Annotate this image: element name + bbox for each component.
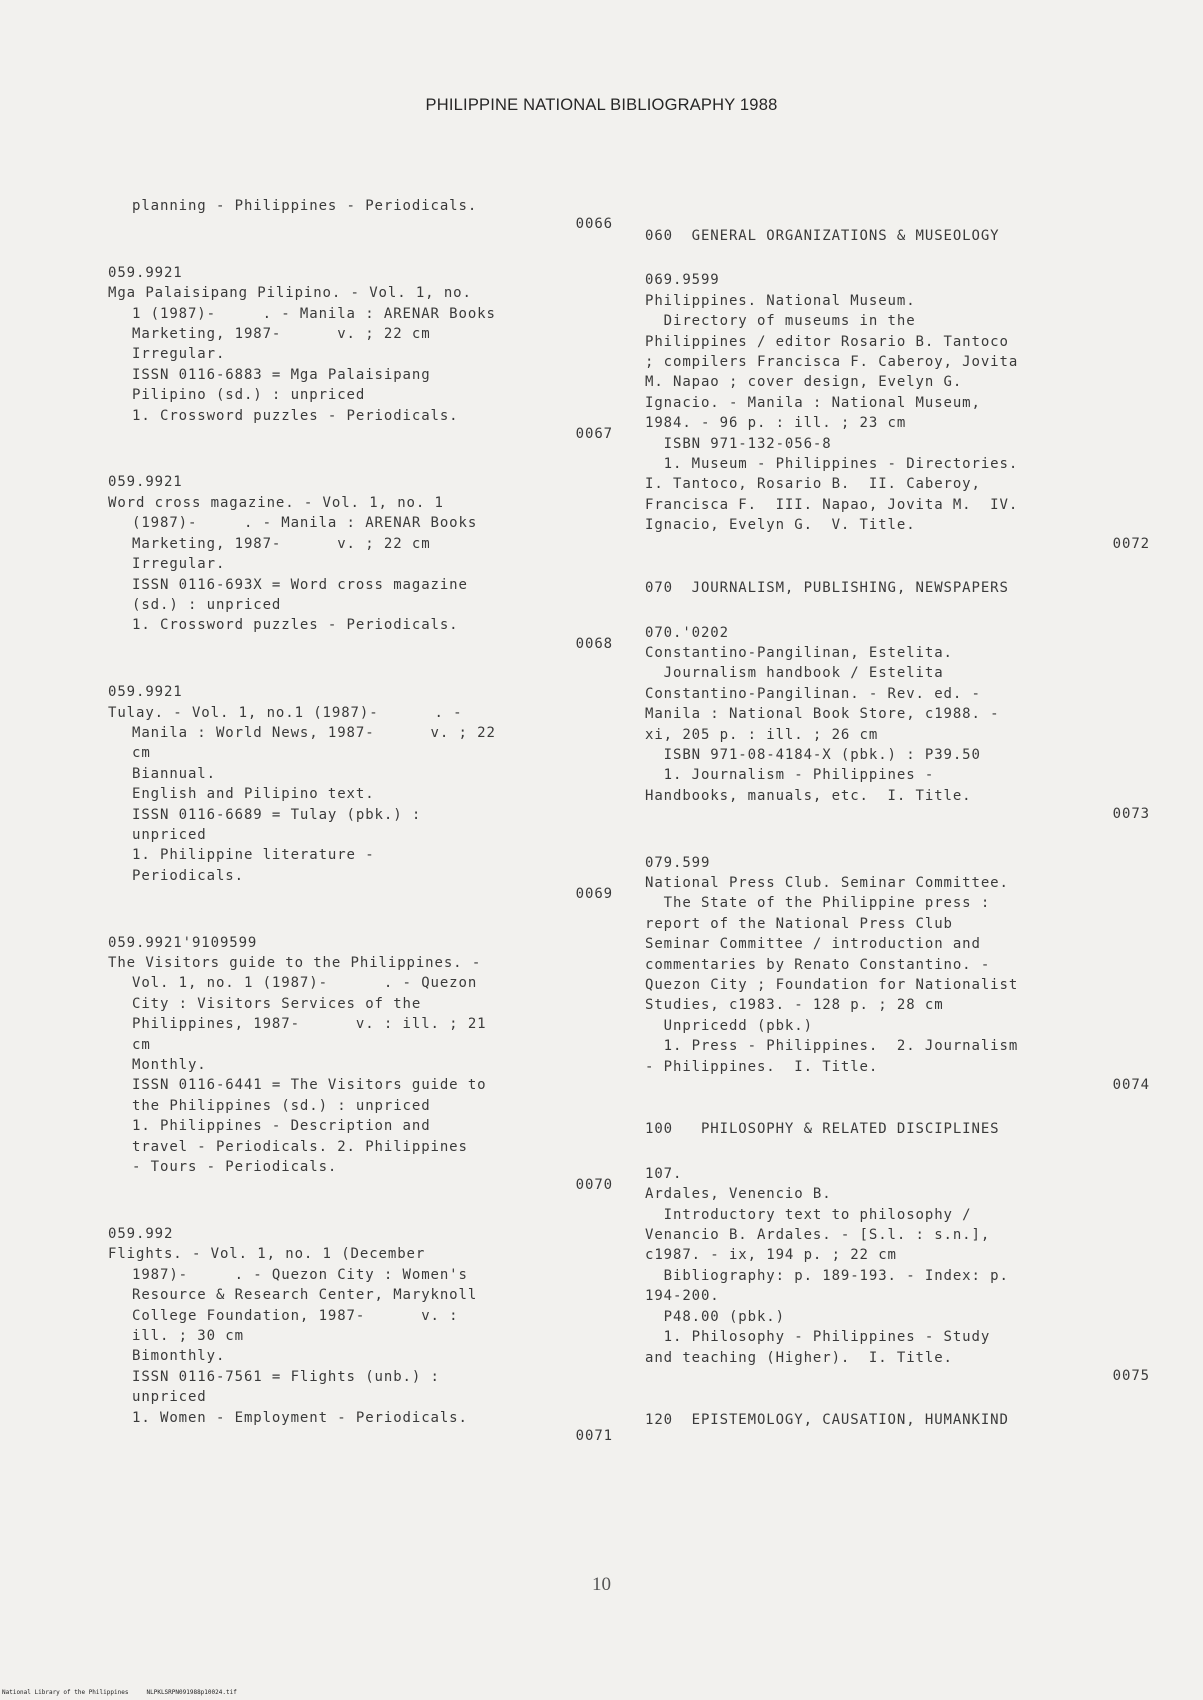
entry-line: report of the National Press Club <box>645 915 953 932</box>
bibliography-entry <box>108 472 613 654</box>
bibliography-entry <box>108 933 613 1196</box>
entry-line: ISSN 0116-6689 = Tulay (pbk.) : <box>132 806 422 823</box>
entry-line: the Philippines (sd.) : unpriced <box>132 1097 431 1114</box>
entry-line: ISSN 0116-693X = Word cross magazine <box>132 576 468 593</box>
entry-line: 1. Philosophy - Philippines - Study <box>645 1329 991 1346</box>
entry-number: 0074 <box>1112 1077 1150 1094</box>
entry-line: ISBN 971-132-056-8 <box>645 435 832 452</box>
entry-number: 0071 <box>575 1427 613 1444</box>
entry-line: Pilipino (sd.) : unpriced <box>132 387 366 404</box>
entry-line: 1. Journalism - Philippines - <box>645 767 935 784</box>
bibliography-entry <box>645 270 1150 554</box>
page-number: 10 <box>592 1574 611 1595</box>
entry-line: 1. Philippine literature - <box>132 847 375 864</box>
entry-line: P48.00 (pbk.) <box>645 1308 785 1325</box>
entry-line: Irregular. <box>132 346 226 363</box>
entry-number: 0069 <box>575 886 613 903</box>
entry-line: Bimonthly. <box>132 1348 226 1365</box>
entry-title-line: Mga Palaisipang Pilipino. - Vol. 1, no. <box>108 285 472 302</box>
entry-line: City : Visitors Services of the <box>132 995 422 1012</box>
entry-line: ISBN 971-08-4184-X (pbk.) : P39.50 <box>645 746 981 763</box>
entry-title-line: The Visitors guide to the Philippines. - <box>108 955 482 971</box>
entry-line: Bibliography: p. 189-193. - Index: p. <box>645 1267 1009 1284</box>
entry-line: Vol. 1, no. 1 (1987)- . - Quezon <box>132 975 478 992</box>
bibliography-entry <box>645 1164 1150 1386</box>
entry-line: (sd.) : unpriced <box>132 596 282 613</box>
section-heading: 060 GENERAL ORGANIZATIONS & MUSEOLOGY <box>645 228 1000 244</box>
continued-text: planning - Philippines - Periodicals. <box>132 198 478 214</box>
entry-line: 1. Press - Philippines. 2. Journalism <box>645 1038 1019 1055</box>
entry-number: 0073 <box>1112 806 1150 823</box>
section-heading: 120 EPISTEMOLOGY, CAUSATION, HUMANKIND <box>645 1412 1009 1429</box>
entry-number: 0070 <box>575 1177 613 1194</box>
entry-line: Ardales, Venencio B. <box>645 1186 832 1203</box>
entry-line: Constantino-Pangilinan. - Rev. ed. - <box>645 685 981 702</box>
entry-line: unpriced <box>132 1389 207 1406</box>
entry-line: English and Pilipino text. <box>132 786 375 803</box>
right-column <box>645 226 1150 1455</box>
entry-line: 1. Philippines - Description and <box>132 1118 431 1135</box>
entry-line: cm <box>132 1036 151 1053</box>
scan-footer-note: National Library of the Philippines NLPKLSRPN091988p10024.tif <box>2 1689 237 1696</box>
entry-line: College Foundation, 1987- v. : <box>132 1307 459 1324</box>
bibliography-entry <box>645 853 1150 1096</box>
entry-line: - Tours - Periodicals. <box>132 1159 338 1176</box>
entry-line: 1. Crossword puzzles - Periodicals. <box>132 407 459 424</box>
entry-line: Philippines, 1987- v. : ill. ; 21 <box>132 1016 487 1033</box>
entry-line: Marketing, 1987- v. ; 22 cm <box>132 326 431 343</box>
section-heading: 100 PHILOSOPHY & RELATED DISCIPLINES <box>645 1121 1000 1138</box>
entry-line: Monthly. <box>132 1057 207 1074</box>
class-number: 079.599 <box>645 854 711 871</box>
entry-line: Francisca F. III. Napao, Jovita M. IV. <box>645 496 1019 513</box>
entry-line: Constantino-Pangilinan, Estelita. <box>645 644 953 661</box>
left-column <box>108 196 613 1446</box>
entry-line: commentaries by Renato Constantino. - <box>645 956 991 973</box>
entry-title-line: Tulay. - Vol. 1, no.1 (1987)- . - <box>108 704 463 721</box>
entry-line: and teaching (Higher). I. Title. <box>645 1349 953 1366</box>
entry-line: Manila : National Book Store, c1988. - <box>645 706 1000 723</box>
entry-line: 194-200. <box>645 1288 720 1305</box>
entry-line: ; compilers Francisca F. Caberoy, Jovita <box>645 354 1019 371</box>
entry-line: 1984. - 96 p. : ill. ; 23 cm <box>645 415 907 432</box>
entry-line: The State of the Philippine press : <box>645 895 991 912</box>
entry-number: 0066 <box>575 216 613 233</box>
bibliography-entry <box>645 623 1150 825</box>
entry-line: Introductory text to philosophy / <box>645 1206 972 1223</box>
class-number: 069.9599 <box>645 272 720 289</box>
entry-line: ISSN 0116-7561 = Flights (unb.) : <box>132 1368 440 1385</box>
entry-line: ill. ; 30 cm <box>132 1327 244 1344</box>
entry-line: - Philippines. I. Title. <box>645 1058 879 1075</box>
entry-line: 1 (1987)- . - Manila : ARENAR Books <box>132 305 496 322</box>
entry-title-line: Word cross magazine. - Vol. 1, no. 1 <box>108 494 444 511</box>
entry-number: 0067 <box>575 426 613 443</box>
bibliography-entry <box>108 1224 613 1446</box>
class-number: 070.'0202 <box>645 624 729 641</box>
entry-line: ISSN 0116-6441 = The Visitors guide to <box>132 1077 487 1094</box>
entry-line: M. Napao ; cover design, Evelyn G. <box>645 374 963 391</box>
entry-number: 0068 <box>575 635 613 652</box>
entry-line: Seminar Committee / introduction and <box>645 936 981 953</box>
entry-line: cm <box>132 745 151 762</box>
class-number: 059.9921 <box>108 264 183 281</box>
class-number: 059.992 <box>108 1225 174 1242</box>
entry-line: Directory of museums in the <box>645 313 916 330</box>
entry-line: Ignacio. - Manila : National Museum, <box>645 394 981 411</box>
entry-line: Resource & Research Center, Maryknoll <box>132 1287 478 1304</box>
entry-line: Marketing, 1987- v. ; 22 cm <box>132 535 431 552</box>
entry-line: Biannual. <box>132 765 216 782</box>
page-title: PHILIPPINE NATIONAL BIBLIOGRAPHY 1988 <box>425 96 778 114</box>
class-number: 059.9921'9109599 <box>108 934 258 951</box>
class-number: 059.9921 <box>108 474 183 491</box>
section-heading: 070 JOURNALISM, PUBLISHING, NEWSPAPERS <box>645 580 1009 597</box>
entry-line: Venancio B. Ardales. - [S.l. : s.n.], <box>645 1227 991 1244</box>
entry-line: Handbooks, manuals, etc. I. Title. <box>645 787 972 804</box>
entry-line: unpriced <box>132 826 207 843</box>
entry-line: Periodicals. <box>132 867 244 884</box>
entry-line: c1987. - ix, 194 p. ; 22 cm <box>645 1247 897 1264</box>
entry-line: National Press Club. Seminar Committee. <box>645 874 1009 891</box>
entry-line: (1987)- . - Manila : ARENAR Books <box>132 515 478 532</box>
entry-line: 1987)- . - Quezon City : Women's <box>132 1266 468 1283</box>
entry-line: Unpricedd (pbk.) <box>645 1017 813 1034</box>
entry-line: Philippines. National Museum. <box>645 292 916 309</box>
entry-line: ISSN 0116-6883 = Mga Palaisipang <box>132 366 431 383</box>
entry-line: Manila : World News, 1987- v. ; 22 <box>132 724 496 741</box>
entry-title-line: Flights. - Vol. 1, no. 1 (December <box>108 1246 426 1263</box>
entry-line: Journalism handbook / Estelita <box>645 665 944 682</box>
entry-line: I. Tantoco, Rosario B. II. Caberoy, <box>645 476 981 493</box>
entry-line: Irregular. <box>132 556 226 573</box>
entry-line: travel - Periodicals. 2. Philippines <box>132 1138 468 1155</box>
entry-line: 1. Museum - Philippines - Directories. <box>645 456 1019 473</box>
entry-line: Ignacio, Evelyn G. V. Title. <box>645 517 916 534</box>
class-number: 059.9921 <box>108 684 183 701</box>
entry-line: 1. Women - Employment - Periodicals. <box>132 1409 468 1426</box>
class-number: 107. <box>645 1165 683 1182</box>
entry-line: 1. Crossword puzzles - Periodicals. <box>132 617 459 634</box>
bibliography-entry <box>108 263 613 445</box>
entry-line: Quezon City ; Foundation for Nationalist <box>645 977 1019 993</box>
entry-number: 0072 <box>1112 535 1150 552</box>
entry-line: Studies, c1983. - 128 p. ; 28 cm <box>645 997 944 1014</box>
bibliography-entry <box>108 682 613 904</box>
entry-line: xi, 205 p. : ill. ; 26 cm <box>645 726 879 743</box>
entry-number: 0075 <box>1112 1367 1150 1384</box>
entry-line: Philippines / editor Rosario B. Tantoco <box>645 333 1009 350</box>
